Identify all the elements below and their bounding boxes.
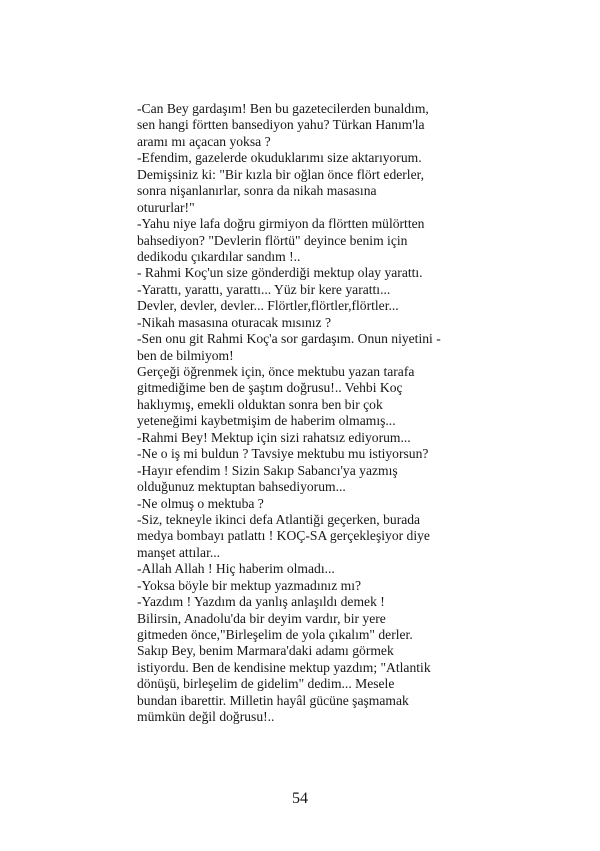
text-line: -Yazdım ! Yazdım da yanlış anlaşıldı demek ! [137,594,385,610]
text-line: -Nikah masasına oturacak mısınız ? [137,314,332,330]
text-line: aramı mı açacan yoksa ? [137,133,271,149]
text-line: -Hayır efendim ! Sizin Sakıp Sabancı'ya yazmış [137,462,398,478]
text-line: -Yarattı, yarattı, yarattı... Yüz bir kere yarattı... [137,281,391,297]
text-line: - Rahmi Koç'un size gönderdiği mektup olay yarattı. [137,265,423,281]
text-line: Devler, devler, devler... Flörtler,flörtler,flörtler... [137,298,399,314]
text-line: -Ne olmuş o mektuba ? [137,495,264,511]
text-line: Gerçeği öğrenmek için, önce mektubu yazan tarafa [137,364,415,379]
text-line: -Rahmi Bey! Mektup için sizi rahatsız ediyorum... [137,429,411,445]
text-line: sonra nişanlanırlar, sonra da nikah masasına [137,183,377,199]
text-line: Sakıp Bey, benim Marmara'daki adamı görmek [137,643,394,659]
text-line: sen hangi förtten bansediyon yahu? Türkan Hanım'la [137,117,425,133]
text-line: olduğunuz mektuptan bahsediyorum... [137,479,346,495]
text-line: Demişsiniz ki: "Bir kızla bir oğlan önce flört ederler, [137,166,424,182]
text-line: gitmediğime ben de şaştım doğrusu!.. Vehbi Koç [137,380,403,396]
text-line: dönüşü, birleşelim de gidelim" dedim... Mesele [137,676,395,692]
text-line: yeteneğimi kaybetmişim de haberim olmamış... [137,413,396,429]
text-line: bundan ibarettir. Milletin hayâl gücüne şaşmamak [137,692,409,708]
text-line: mümkün değil doğrusu!.. [137,709,275,725]
text-line: bahsediyon? "Devlerin flörtü" deyince benim için [137,232,408,248]
body-text [137,101,537,726]
text-line: medya bombayı patlattı ! KOÇ-SA gerçekleşiyor diye [137,528,430,544]
text-line: -Yahu niye lafa doğru girmiyon da flörtten mülörtten [137,216,425,232]
text-line: dedikodu çıkardılar sandım !.. [137,248,301,264]
text-line: istiyordu. Ben de kendisine mektup yazdım; "Atlantik [137,659,431,675]
text-line: manşet attılar... [137,544,221,560]
page-number: 54 [292,790,308,807]
text-line: -Siz, tekneyle ikinci defa Atlantiği geçerken, burada [137,511,421,527]
text-line: Bilirsin, Anadolu'da bir deyim vardır, bir yere [137,610,386,626]
text-line: -Allah Allah ! Hiç haberim olmadı... [137,561,335,577]
text-line: ben de bilmiyom! [137,347,234,363]
text-line: -Ne o iş mi buldun ? Tavsiye mektubu mu istiyorsun? [137,446,429,462]
text-line: haklıymış, emekli olduktan sonra ben bir çok [137,396,383,412]
text-line: -Yoksa böyle bir mektup yazmadınız mı? [137,577,362,593]
text-line: otururlar!" [137,199,195,215]
text-line: -Can Bey gardaşım! Ben bu gazetecilerden bunaldım, [137,101,429,116]
text-line: gitmeden önce,"Birleşelim de yola çıkalım" derler. [137,627,413,642]
text-line: -Sen onu git Rahmi Koç'a sor gardaşım. Onun niyetini - [137,331,441,347]
text-line: -Efendim, gazelerde okuduklarımı size aktarıyorum. [137,150,422,166]
